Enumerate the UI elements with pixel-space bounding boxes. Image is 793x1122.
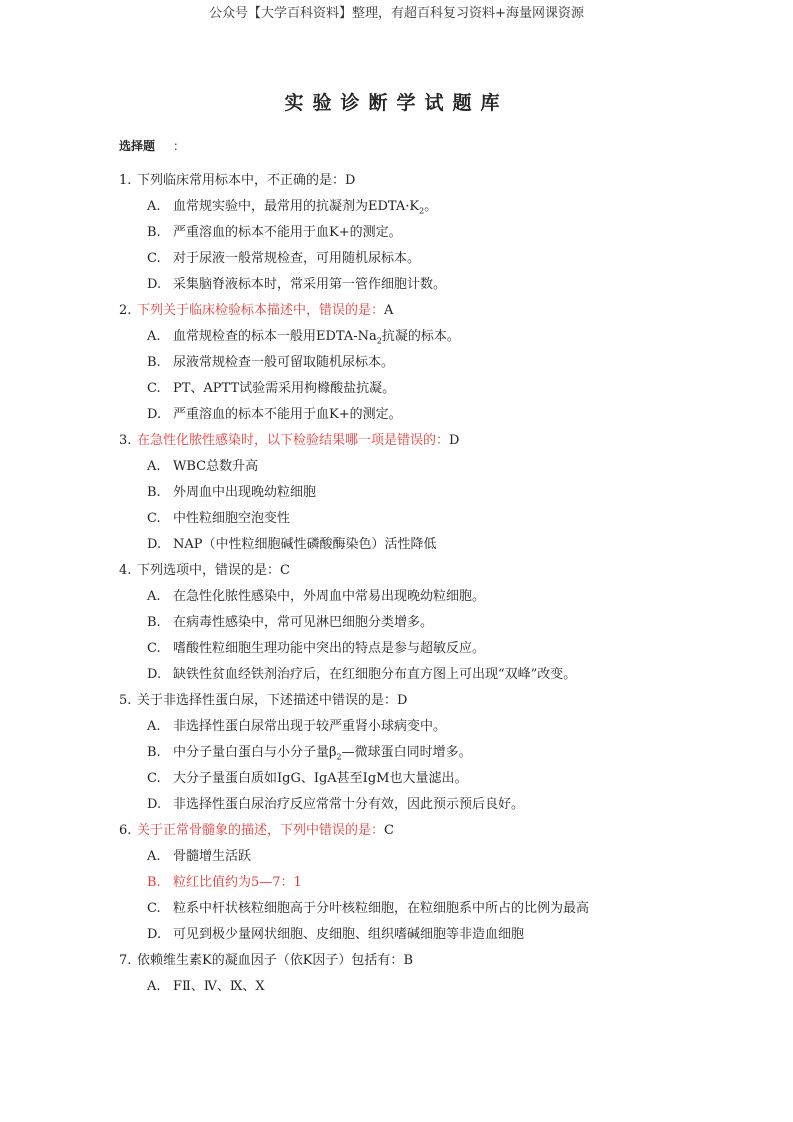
option-item (119, 457, 739, 483)
option-text: 在病毒性感染中，常可见淋巴细胞分类增多。 (173, 615, 434, 630)
option-label: D. (147, 407, 162, 422)
option-item (119, 509, 739, 535)
question-answer: D (449, 433, 460, 448)
option-text: 尿液常规检查一般可留取随机尿标本。 (173, 355, 395, 370)
option-label: A. (147, 979, 161, 994)
option-label: D. (147, 667, 162, 682)
option-label: D. (147, 797, 162, 812)
question-number: 4. (119, 563, 132, 578)
option-text: 血常规检查的标本一般用EDTA-Na (173, 329, 377, 344)
question-text: 关于正常骨髓象的描述，下列中错误的是： (137, 823, 385, 838)
section-colon: ： (173, 139, 186, 153)
option-item (119, 197, 739, 223)
option-item (119, 665, 739, 691)
question-text: 在急性化脓性感染时，以下检验结果哪一项是错误的： (137, 433, 450, 448)
option-text: PT、APTT试验需采用枸橼酸盐抗凝。 (173, 381, 396, 396)
question-text: 依赖维生素K的凝血因子（依K因子）包括有： (137, 953, 404, 968)
option-text-tail: 抗凝的标本。 (381, 329, 460, 344)
question-number: 5. (119, 693, 132, 708)
option-item (119, 873, 739, 899)
option-text: 非选择性蛋白尿治疗反应常常十分有效，因此预示预后良好。 (173, 797, 525, 812)
option-text: 中性粒细胞空泡变性 (173, 511, 291, 526)
option-item (119, 353, 739, 379)
option-label: B. (147, 225, 161, 240)
option-text: FⅡ、Ⅳ、Ⅸ、Ⅹ (173, 979, 265, 994)
option-text: 非选择性蛋白尿常出现于较严重肾小球病变中。 (173, 719, 447, 734)
question-stem (119, 171, 739, 197)
option-text: 大分子量蛋白质如IgG、IgA甚至IgM也大量滤出。 (173, 771, 468, 786)
option-item (119, 717, 739, 743)
option-item (119, 639, 739, 665)
option-item (119, 405, 739, 431)
question-number: 6. (119, 823, 132, 838)
question-stem (119, 691, 739, 717)
option-label: A. (147, 199, 161, 214)
option-text: 严重溶血的标本不能用于血K+的测定。 (173, 225, 402, 240)
option-text: 外周血中出现晚幼粒细胞 (173, 485, 317, 500)
option-label: A. (147, 719, 161, 734)
option-label: C. (147, 251, 161, 266)
option-item (119, 483, 739, 509)
option-label: D. (147, 537, 162, 552)
page-title: 实验诊断学试题库 (284, 92, 509, 114)
question-text: 下列选项中，错误的是： (137, 563, 281, 578)
option-label: B. (147, 485, 161, 500)
option-text: 粒系中杆状核粒细胞高于分叶核粒细胞，在粒细胞系中所占的比例为最高 (173, 901, 590, 916)
question-text: 下列临床常用标本中，不正确的是： (137, 173, 346, 188)
option-text: 在急性化脓性感染中，外周血中常易出现晚幼粒细胞。 (173, 589, 486, 604)
option-label: B. (147, 875, 161, 890)
option-text: 采集脑脊液标本时，常采用第一管作细胞计数。 (173, 277, 447, 292)
option-label: A. (147, 329, 161, 344)
option-label: A. (147, 849, 161, 864)
option-item (119, 795, 739, 821)
page-header: 公众号【大学百科资料】整理，有超百科复习资料+海量网课资源 (209, 6, 584, 21)
option-text: 骨髓增生活跃 (173, 849, 252, 864)
option-text: 血常规实验中，最常用的抗凝剂为EDTA·K (173, 199, 420, 214)
option-item (119, 223, 739, 249)
question-answer: C (384, 823, 394, 838)
question-answer: D (397, 693, 408, 708)
option-label: D. (147, 927, 162, 942)
option-label: C. (147, 511, 161, 526)
question-number: 1. (119, 173, 132, 188)
option-label: A. (147, 459, 161, 474)
option-item (119, 977, 739, 1003)
option-text: 缺铁性贫血经铁剂治疗后，在红细胞分布直方图上可出现“双峰”改变。 (173, 667, 577, 682)
question-stem (119, 821, 739, 847)
option-item (119, 925, 739, 951)
option-item (119, 327, 739, 353)
option-text: 严重溶血的标本不能用于血K+的测定。 (173, 407, 402, 422)
question-answer: C (280, 563, 290, 578)
option-item (119, 613, 739, 639)
option-text: 粒红比值约为5—7：1 (173, 875, 302, 890)
question-text: 关于非选择性蛋白尿，下述描述中错误的是： (137, 693, 398, 708)
option-item (119, 587, 739, 613)
option-item (119, 847, 739, 873)
question-stem (119, 951, 739, 977)
section-heading (119, 137, 185, 154)
option-label: B. (147, 615, 161, 630)
option-item (119, 249, 739, 275)
option-label: B. (147, 745, 161, 760)
question-text: 下列关于临床检验标本描述中，错误的是： (137, 303, 385, 318)
option-label: C. (147, 381, 161, 396)
option-text: 中分子量白蛋白与小分子量β (173, 745, 337, 760)
question-stem (119, 561, 739, 587)
option-subscript: 2 (419, 206, 425, 216)
option-item (119, 535, 739, 561)
option-label: C. (147, 641, 161, 656)
question-list (119, 171, 739, 1003)
option-item (119, 379, 739, 405)
option-text: WBC总数升高 (173, 459, 259, 474)
question-number: 2. (119, 303, 132, 318)
option-text: 嗜酸性粒细胞生理功能中突出的特点是参与超敏反应。 (173, 641, 486, 656)
option-subscript: 2 (336, 752, 342, 762)
option-item (119, 743, 739, 769)
option-item (119, 899, 739, 925)
option-label: A. (147, 589, 161, 604)
option-text: 对于尿液一般常规检查，可用随机尿标本。 (173, 251, 421, 266)
option-item (119, 769, 739, 795)
option-text: NAP（中性粒细胞碱性磷酸酶染色）活性降低 (173, 537, 437, 552)
option-subscript: 2 (376, 336, 382, 346)
section-label: 选择题 (119, 139, 156, 153)
option-text: 可见到极少量网状细胞、皮细胞、组织嗜碱细胞等非造血细胞 (173, 927, 525, 942)
option-label: C. (147, 771, 161, 786)
question-stem (119, 431, 739, 457)
option-text-tail: —微球蛋白同时增多。 (341, 745, 472, 760)
question-number: 3. (119, 433, 132, 448)
option-label: B. (147, 355, 161, 370)
question-answer: D (345, 173, 356, 188)
option-item (119, 275, 739, 301)
question-stem (119, 301, 739, 327)
option-text-tail: 。 (424, 199, 438, 214)
option-label: C. (147, 901, 161, 916)
question-number: 7. (119, 953, 132, 968)
option-label: D. (147, 277, 162, 292)
question-answer: B (403, 953, 413, 968)
question-answer: A (384, 303, 394, 318)
